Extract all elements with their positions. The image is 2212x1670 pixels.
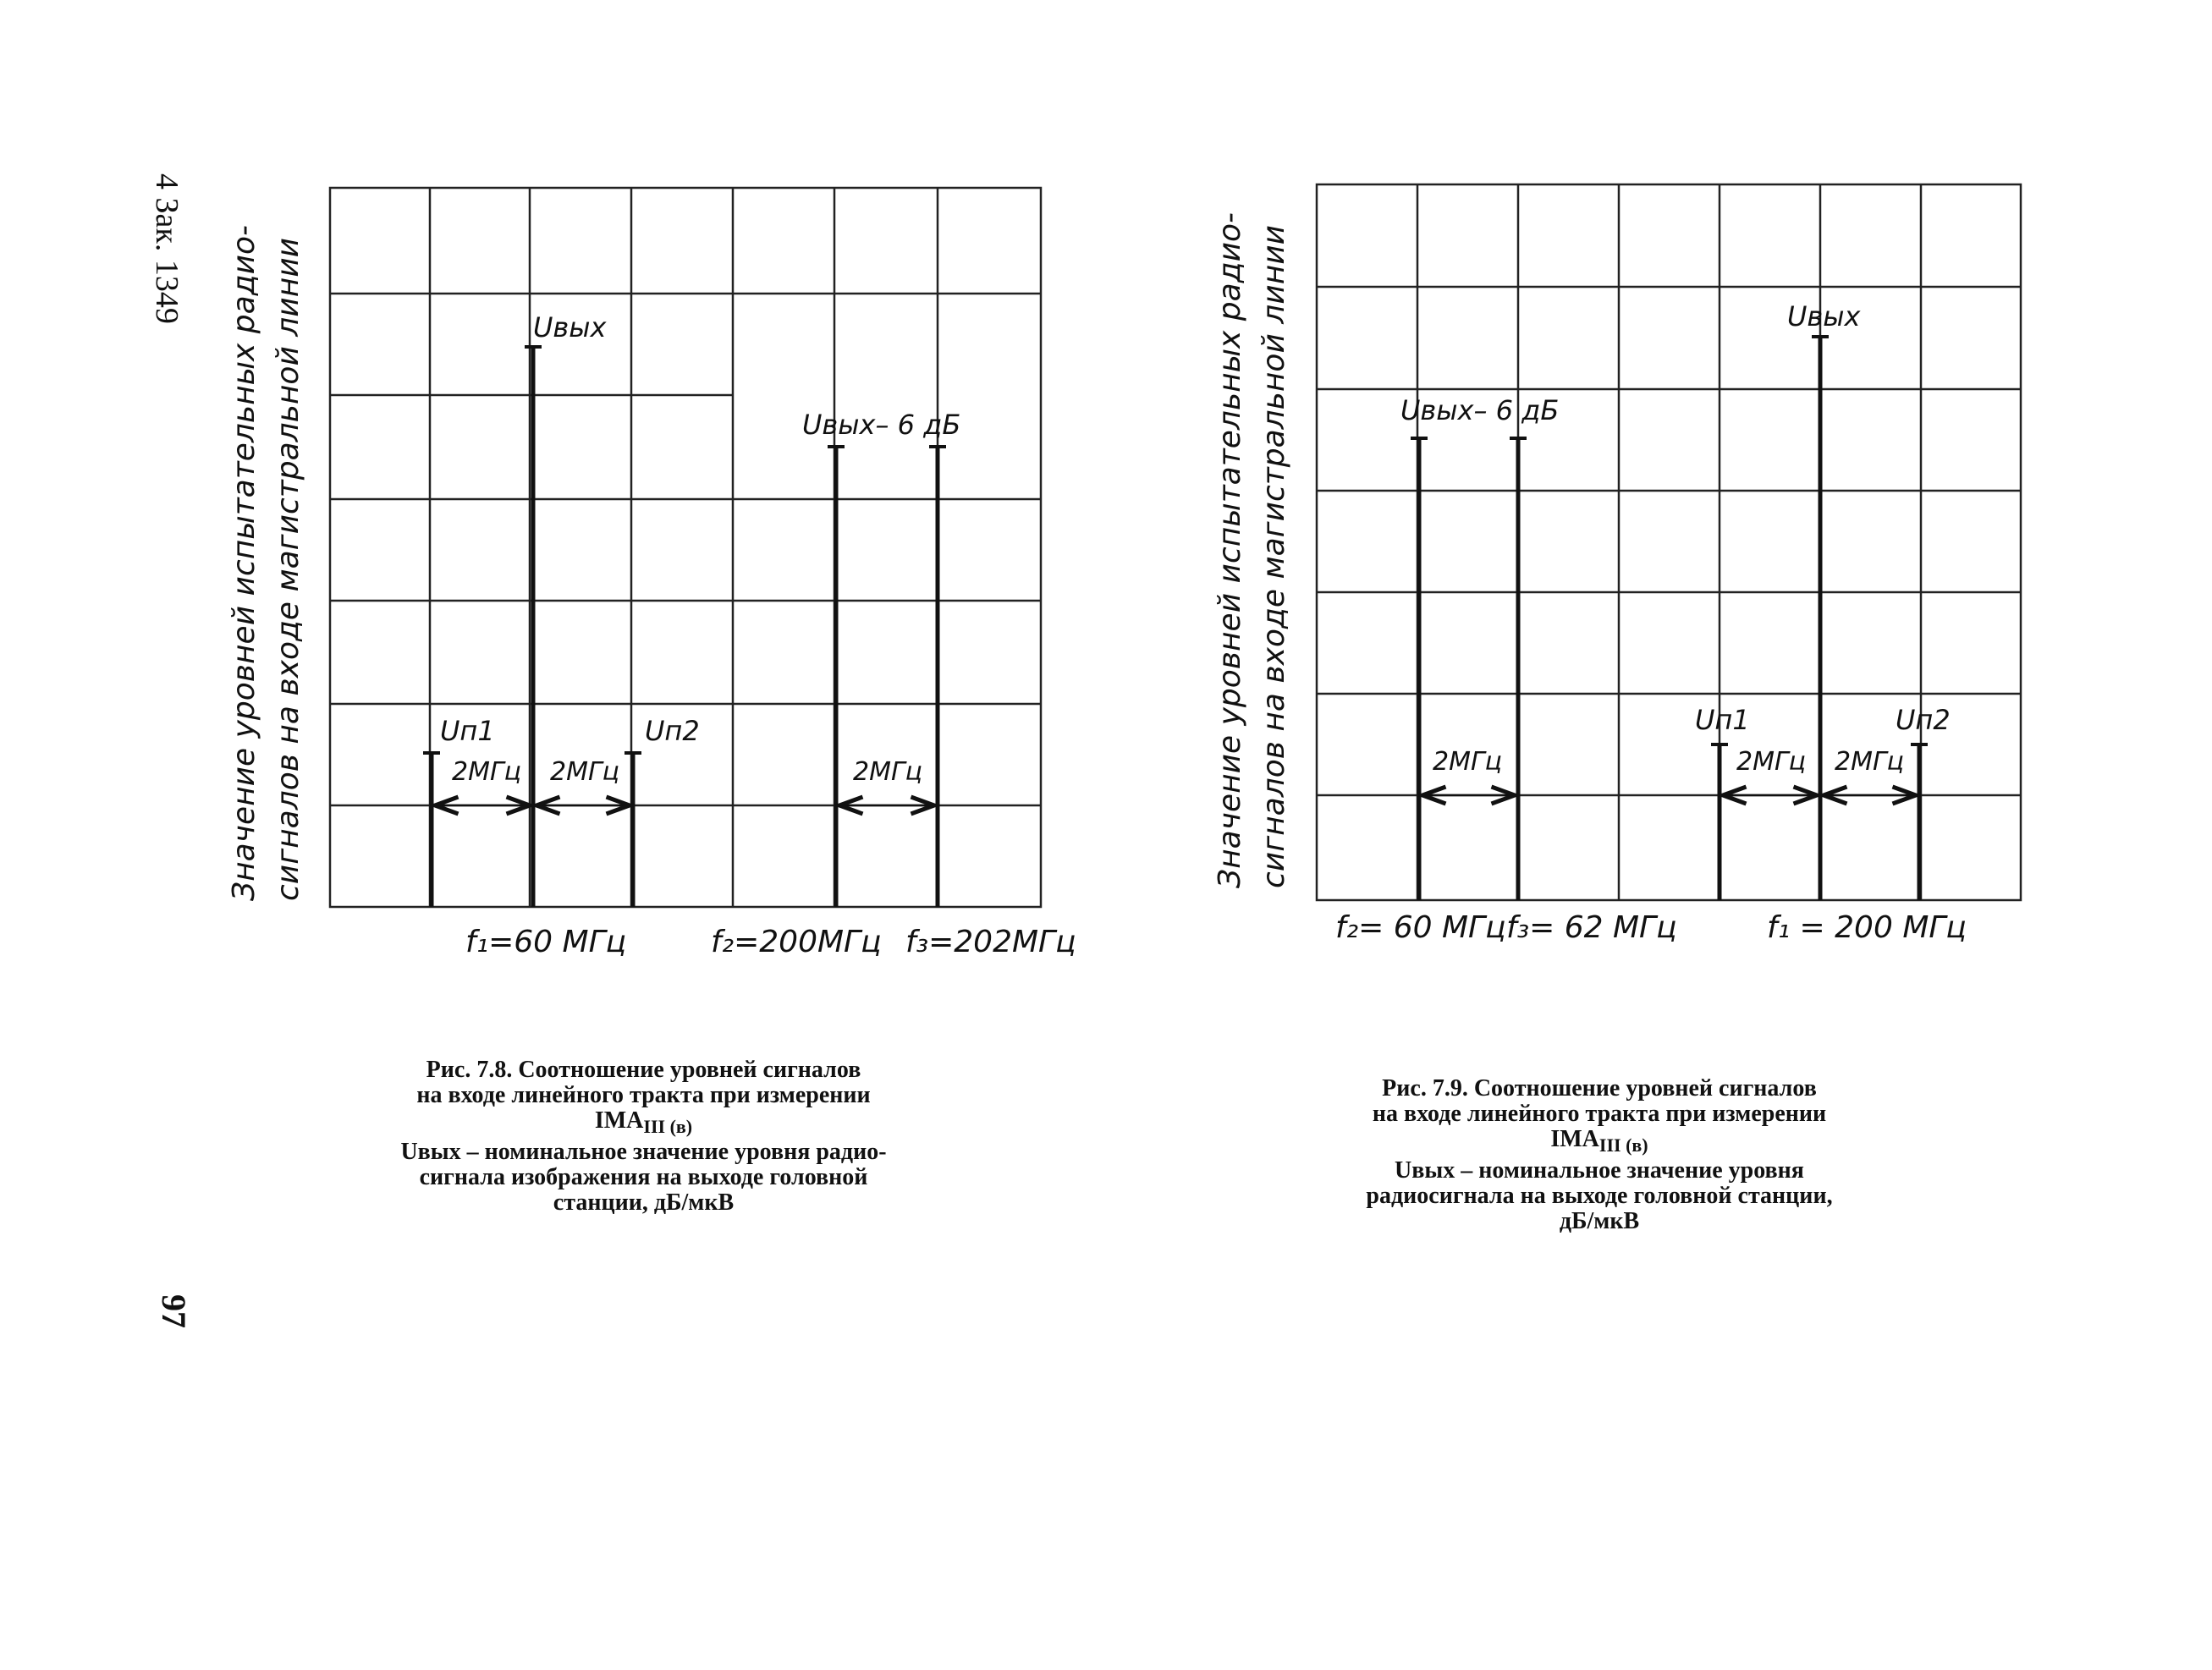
fig2-label-un1: Uп1	[1695, 704, 1750, 736]
cap2-line1: Рис. 7.9. Соотношение уровней сигналов	[1382, 1075, 1817, 1101]
fig2-label-f2: f₂= 60 МГц	[1335, 910, 1506, 945]
cap1-line1: Рис. 7.8. Соотношение уровней сигналов	[426, 1057, 861, 1083]
page-number: 97	[155, 1294, 193, 1328]
figure-7-9	[1213, 184, 2021, 945]
cap2-line4: Uвых – номинальное значение уровня	[1395, 1157, 1804, 1184]
fig1-label-f1: f₁=60 МГц	[465, 925, 627, 959]
fig2-label-2mhz-b: 2МГц	[1736, 747, 1807, 777]
fig2-grid	[1317, 184, 2021, 900]
cap1-ima: IMA	[594, 1107, 644, 1134]
fig1-ylabel-line1: Значение уровней испытательных радио-	[227, 225, 261, 901]
fig1-label-un1: Uп1	[440, 715, 495, 747]
cap1-ima-sub: III (в)	[643, 1116, 693, 1137]
cap1-line5: сигнала изображения на выходе головной	[419, 1164, 868, 1190]
fig1-label-f3: f₃=202МГц	[905, 925, 1076, 959]
figure-7-8-caption	[354, 1057, 933, 1216]
fig1-label-un2: Uп2	[645, 715, 700, 747]
fig1-label-2mhz-a: 2МГц	[452, 757, 522, 787]
fig2-label-un2: Uп2	[1896, 704, 1951, 736]
fig2-label-uvyx: Uвых	[1787, 300, 1861, 332]
cap1-line4: Uвых – номинальное значение уровня радио-	[400, 1139, 887, 1165]
fig2-label-uvyx-6db: Uвых– 6 дБ	[1400, 394, 1560, 426]
cap2-line5: радиосигнала на выходе головной станции,	[1366, 1183, 1833, 1209]
fig2-label-f1: f₁ = 200 МГц	[1767, 910, 1967, 945]
fig2-label-2mhz-a: 2МГц	[1433, 747, 1503, 777]
figure-7-8	[227, 188, 1076, 959]
fig1-grid	[330, 188, 1041, 907]
cap1-line6: станции, дБ/мкВ	[553, 1189, 735, 1216]
cap2-ima-sub: III (в)	[1598, 1134, 1648, 1156]
cap1-line3	[354, 1108, 933, 1140]
fig1-label-2mhz-c: 2МГц	[853, 757, 923, 787]
fig2-label-2mhz-c: 2МГц	[1835, 747, 1905, 777]
fig2-label-f3: f₃= 62 МГц	[1506, 910, 1677, 945]
fig1-label-uvyx-6db: Uвых– 6 дБ	[802, 409, 961, 441]
fig2-ylabel-line1: Значение уровней испытательных радио-	[1213, 212, 1247, 888]
cap2-line2: на входе линейного тракта при измерении	[1372, 1101, 1827, 1127]
cap1-line2: на входе линейного тракта при измерении	[416, 1082, 871, 1108]
fig2-ylabel-line2: сигналов на входе магистральной линии	[1257, 224, 1291, 888]
cap2-line3	[1307, 1127, 1891, 1158]
figure-7-9-caption	[1307, 1076, 1891, 1234]
fig1-label-uvyx: Uвых	[533, 311, 607, 343]
job-number: 4 Зак. 1349	[149, 173, 184, 324]
fig1-label-2mhz-b: 2МГц	[550, 757, 620, 787]
cap2-line6: дБ/мкВ	[1559, 1208, 1640, 1234]
fig1-ylabel-line2: сигналов на входе магистральной линии	[271, 237, 305, 901]
cap2-ima: IMA	[1550, 1126, 1599, 1152]
fig1-label-f2: f₂=200МГц	[711, 925, 882, 959]
